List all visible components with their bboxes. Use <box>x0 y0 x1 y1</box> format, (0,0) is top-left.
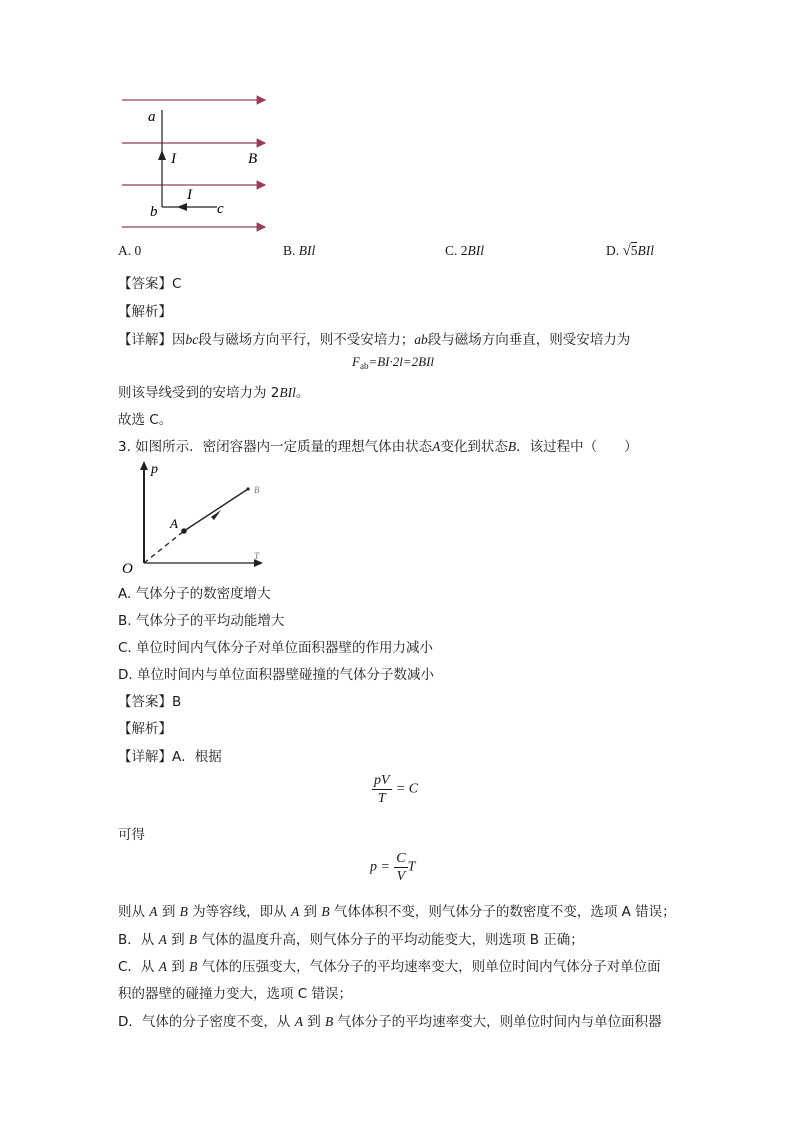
q3-answer-value: B <box>172 694 182 710</box>
q2-analysis-heading: 【解析】 <box>118 304 172 320</box>
label-I-horizontal: I <box>187 187 192 203</box>
q2-option-d-expr: BIl <box>637 243 654 258</box>
q3-stem-3: ．该过程中（ ） <box>516 439 638 455</box>
graph-label-A: A <box>170 516 178 531</box>
q2-answer <box>118 272 181 292</box>
q2-formula <box>352 354 434 371</box>
state-B-point <box>246 487 249 490</box>
q3-line-1-B1: B <box>179 904 188 919</box>
q3-option-b: B. 气体分子的平均动能增大 <box>118 613 285 629</box>
q2-detail-2: 段与磁场方向平行，则不受安培力； <box>198 332 415 348</box>
q2-detail-3: 段与磁场方向垂直，则受安培力为 <box>427 332 631 348</box>
q3-line-3-t3: 气体的压强变大，气体分子的平均速率变大，则单位时间内气体分子对单位面 <box>197 959 661 975</box>
q2-detail-tag: 【详解】 <box>118 332 172 348</box>
graph-label-T: T <box>254 551 260 561</box>
q3-line-1-t2: 到 <box>157 904 180 920</box>
current-arrow-horizontal <box>177 203 187 211</box>
current-arrow-vertical <box>158 150 166 160</box>
eq1-fraction <box>372 772 392 807</box>
q2-answer-bracket: 【答案】 <box>118 276 172 292</box>
state-A-point <box>181 528 187 534</box>
q3-line-5-t2: 到 <box>302 1014 326 1030</box>
graph-label-O: O <box>122 561 133 575</box>
graph-label-p: p <box>151 462 158 477</box>
q2-detail-1: 因 <box>172 332 186 348</box>
q2-option-d <box>606 243 654 260</box>
eq2-den: V <box>396 869 406 884</box>
q2-option-a: A. 0 <box>118 243 142 258</box>
q2-conclusion-expr: BIl <box>279 385 296 400</box>
q3-detail-head: 【详解】A．根据 <box>118 749 222 765</box>
q2-option-c-prefix: C. 2 <box>445 243 468 258</box>
q3-line-2-t1: B．从 <box>118 932 159 948</box>
q2-detail-bc: bc <box>185 332 199 347</box>
q2-option-b <box>283 243 315 259</box>
q2-conclusion-2: 。 <box>295 385 310 401</box>
q3-line-1-t4: 到 <box>299 904 322 920</box>
q3-line-1-A1: A <box>149 904 158 919</box>
q3-option-a: A. 气体分子的数密度增大 <box>118 586 271 602</box>
q2-conclusion <box>118 381 309 401</box>
graph-label-B: B <box>254 485 260 495</box>
q2-detail-ab: ab <box>414 332 428 347</box>
q3-line-2-A: A <box>158 932 167 947</box>
q3-line-5 <box>118 1010 662 1030</box>
q3-line-2-t3: 气体的温度升高，则气体分子的平均动能变大，则选项 B 正确； <box>197 932 584 948</box>
q2-option-d-prefix: D. <box>606 243 623 258</box>
q3-line-1-t3: 为等容线，即从 <box>187 904 291 920</box>
eq2-fraction <box>394 850 407 885</box>
q3-line-3-t2: 到 <box>166 959 190 975</box>
q2-option-c-expr: BIl <box>467 243 485 258</box>
q2-formula-rest: =BI·2l=2BIl <box>368 354 435 369</box>
q2-option-d-root: 5 <box>630 243 638 258</box>
label-B: B <box>248 151 258 167</box>
q3-answer <box>118 690 181 710</box>
q2-option-c <box>445 243 484 259</box>
q3-stem-1: 3. 如图所示．密闭容器内一定质量的理想气体由状态 <box>118 439 433 455</box>
q3-line-3-t1: C．从 <box>118 959 159 975</box>
q2-formula-F: F <box>352 354 360 369</box>
q2-conclusion-1: 则该导线受到的安培力为 2 <box>118 385 280 401</box>
q3-line-1-t1: 则从 <box>118 904 150 920</box>
eq1-rhs: = C <box>395 781 419 797</box>
equation-2 <box>370 850 415 885</box>
q3-line-5-t1: D．气体的分子密度不变，从 <box>118 1014 295 1030</box>
q3-stem-A: A <box>432 439 441 454</box>
sqrt-symbol: √ <box>622 243 631 259</box>
q3-line-5-t3: 气体分子的平均速率变大，则单位时间内与单位面积器 <box>333 1014 662 1030</box>
label-b: b <box>150 204 158 220</box>
q3-kede: 可得 <box>118 827 145 843</box>
q3-line-3 <box>118 955 661 975</box>
q3-line-2-t2: 到 <box>166 932 189 948</box>
q3-line-4: 积的器壁的碰撞力变大，选项 C 错误； <box>118 986 353 1002</box>
q3-line-1 <box>118 900 676 920</box>
q2-detail <box>118 328 630 348</box>
q3-line-2-B: B <box>188 932 198 947</box>
eq2-rhs: T <box>407 859 416 875</box>
label-a: a <box>148 109 156 125</box>
q3-option-d: D. 单位时间内与单位面积器壁碰撞的气体分子数减小 <box>118 667 434 683</box>
q3-line-1-A2: A <box>290 904 300 919</box>
eq2-num: C <box>396 851 406 866</box>
q3-line-5-B: B <box>325 1014 334 1029</box>
dashed-extension <box>144 531 184 563</box>
q3-stem-2: 变化到状态 <box>440 439 508 455</box>
q3-analysis-heading: 【解析】 <box>118 721 172 737</box>
q3-line-3-A: A <box>158 959 167 974</box>
eq1-num: pV <box>374 773 390 788</box>
q2-option-b-expr: BIl <box>298 243 316 258</box>
q3-option-c: C. 单位时间内气体分子对单位面积器壁的作用力减小 <box>118 640 434 656</box>
eq2-lhs: p = <box>370 859 390 875</box>
q2-option-b-prefix: B. <box>283 243 299 258</box>
q3-stem-B: B <box>507 439 517 454</box>
label-I-vertical: I <box>171 151 176 167</box>
q3-line-1-t5: 气体体积不变，则气体分子的数密度不变，选项 A 错误； <box>329 904 676 920</box>
eq1-den: T <box>377 791 386 806</box>
p-T-graph <box>118 460 268 575</box>
q2-answer-value: C <box>172 276 182 292</box>
q3-line-1-B2: B <box>321 904 330 919</box>
q2-choose: 故选 C。 <box>118 412 173 428</box>
q2-formula-sub: ab <box>359 361 369 371</box>
magnetic-field-figure <box>115 90 275 240</box>
process-line <box>184 489 248 531</box>
q3-line-5-A: A <box>294 1014 303 1029</box>
label-c: c <box>217 201 224 217</box>
q3-line-3-B: B <box>189 959 198 974</box>
q3-line-2 <box>118 928 584 948</box>
q3-stem <box>118 435 638 455</box>
equation-1 <box>372 772 418 807</box>
q3-answer-bracket: 【答案】 <box>118 694 172 710</box>
p-axis-arrow <box>140 461 148 470</box>
